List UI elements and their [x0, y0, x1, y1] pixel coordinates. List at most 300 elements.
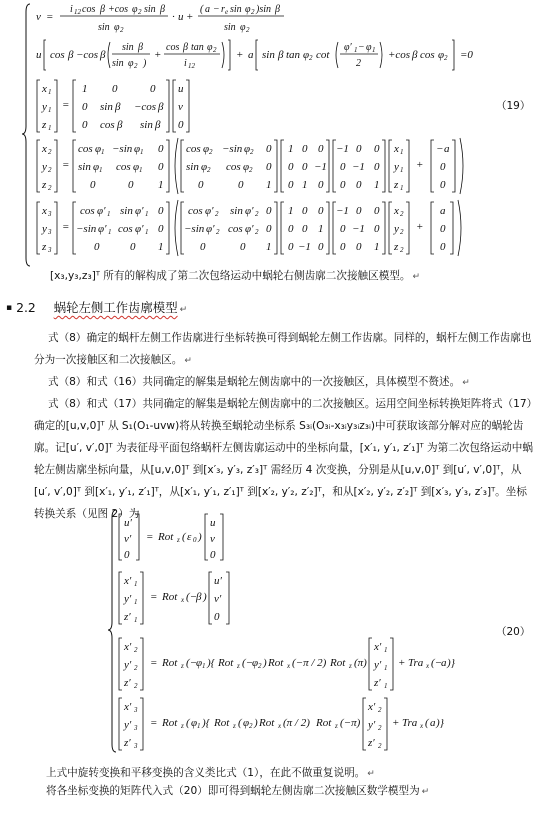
svg-text:u: u [178, 11, 184, 23]
svg-text:0: 0 [356, 179, 362, 191]
svg-text:=: = [150, 591, 158, 603]
svg-text:−1: −1 [336, 205, 349, 217]
svg-text:a: a [441, 657, 447, 669]
svg-text:x′: x′ [124, 701, 132, 713]
svg-text:−1: −1 [352, 161, 365, 173]
svg-text:u′: u′ [214, 575, 222, 587]
svg-text:3: 3 [48, 246, 52, 254]
equation-19-svg [0, 0, 551, 268]
svg-text:φ: φ [114, 22, 120, 33]
svg-text:0: 0 [90, 179, 96, 191]
svg-text:0: 0 [288, 241, 294, 253]
svg-text:−: − [358, 42, 365, 53]
svg-text:φ: φ [244, 143, 251, 155]
svg-text:φ′: φ′ [206, 223, 215, 235]
svg-text:(: ( [238, 717, 242, 729]
svg-text:cos: cos [226, 161, 241, 173]
svg-text:1: 1 [266, 179, 272, 191]
svg-text:=: = [150, 657, 158, 669]
svg-text:−sin: −sin [222, 143, 243, 155]
svg-text:sin: sin [262, 49, 275, 61]
svg-text:φ′: φ′ [205, 205, 214, 217]
svg-text:1: 1 [400, 184, 404, 192]
svg-text:0: 0 [158, 143, 164, 155]
svg-text:2: 2 [134, 62, 138, 70]
svg-text:φ: φ [191, 717, 198, 729]
svg-text:φ: φ [207, 42, 213, 53]
svg-text:(: ( [182, 531, 186, 543]
svg-text:φ: φ [132, 4, 138, 15]
svg-text:i: i [70, 4, 73, 15]
svg-text:r: r [221, 4, 225, 15]
svg-text:0: 0 [440, 161, 446, 173]
svg-text:0: 0 [150, 83, 156, 95]
svg-text:0: 0 [288, 179, 294, 191]
svg-text:x: x [394, 143, 399, 155]
svg-text:(π / 2): (π / 2) [283, 717, 310, 729]
svg-text:y: y [42, 101, 47, 113]
svg-text:Rot: Rot [214, 717, 230, 729]
svg-text:sin: sin [98, 22, 110, 33]
paragraph-5-text: 将各坐标变换的矩阵代入式（20）即可得到蜗轮左侧齿廓二次接触区数学模型为 [46, 785, 420, 797]
paragraph-5 [46, 780, 546, 803]
svg-text:β: β [160, 4, 165, 15]
svg-text:y′: y′ [124, 593, 132, 605]
svg-text:φ: φ [93, 161, 100, 173]
svg-text:sin: sin [144, 4, 156, 15]
svg-text:φ: φ [252, 657, 259, 669]
svg-text:z: z [42, 119, 47, 131]
svg-text:Rot: Rot [162, 657, 178, 669]
svg-text:u: u [210, 517, 216, 529]
svg-text:2: 2 [400, 246, 404, 254]
svg-text:z: z [42, 241, 47, 253]
svg-text:2: 2 [249, 722, 253, 730]
svg-text:0: 0 [302, 205, 308, 217]
svg-text:z: z [335, 722, 338, 730]
paragraph-2-text: 式（8）和式（16）共同确定的解集是蜗轮左侧齿廓中的一次接触区，具体模型不赘述。 [48, 376, 461, 388]
return-mark-icon: ↵ [462, 378, 470, 388]
svg-text:u: u [36, 49, 42, 61]
svg-text:0: 0 [266, 205, 272, 217]
svg-text:x′: x′ [368, 701, 376, 713]
svg-text:sin: sin [112, 58, 124, 69]
svg-text:φ: φ [128, 58, 134, 69]
svg-text:cos: cos [420, 49, 435, 61]
return-mark-icon: ↵ [367, 769, 375, 779]
svg-text:v′: v′ [124, 533, 132, 545]
svg-text:−1: −1 [352, 223, 365, 235]
svg-text:2: 2 [48, 148, 52, 156]
svg-text:2: 2 [251, 8, 255, 16]
svg-text:tan: tan [286, 49, 301, 61]
svg-text:−sin: −sin [76, 223, 97, 235]
svg-text:v: v [178, 101, 183, 113]
svg-text:(−π): (−π) [340, 717, 361, 729]
svg-text:u: u [178, 83, 184, 95]
svg-text:φ: φ [243, 161, 250, 173]
svg-text:1: 1 [202, 662, 206, 670]
svg-text:−1: −1 [314, 161, 327, 173]
svg-text:2: 2 [134, 646, 138, 654]
svg-text:0: 0 [440, 179, 446, 191]
svg-text:φ: φ [203, 143, 210, 155]
svg-text:sin: sin [122, 42, 134, 53]
svg-text:φ: φ [201, 161, 208, 173]
svg-text:y: y [394, 161, 399, 173]
svg-text:1: 1 [384, 646, 388, 654]
svg-text:0: 0 [158, 205, 164, 217]
svg-text:cos: cos [186, 143, 201, 155]
svg-text:1: 1 [372, 46, 376, 54]
svg-text:z: z [233, 722, 236, 730]
svg-text:0: 0 [82, 119, 88, 131]
svg-text:φ: φ [240, 22, 246, 33]
svg-text:tan: tan [191, 42, 204, 53]
svg-text:−cos: −cos [134, 101, 157, 113]
svg-text:Rot: Rot [158, 531, 174, 543]
svg-text:cos: cos [80, 205, 95, 217]
svg-text:z: z [349, 662, 352, 670]
svg-text:0: 0 [124, 549, 130, 561]
svg-text:x′: x′ [124, 575, 132, 587]
svg-text:z′: z′ [374, 677, 381, 689]
svg-text:+cos: +cos [108, 4, 129, 15]
svg-text:φ: φ [243, 717, 250, 729]
svg-text:): ) [203, 591, 207, 603]
svg-text:β: β [155, 119, 161, 131]
svg-text:0: 0 [193, 536, 197, 544]
svg-text:=: = [62, 221, 70, 233]
svg-text:β: β [138, 42, 143, 53]
svg-text:−: − [436, 143, 444, 155]
svg-text:sin: sin [100, 101, 113, 113]
svg-text:φ′: φ′ [245, 223, 254, 235]
svg-text:1: 1 [400, 148, 404, 156]
svg-text:β: β [100, 49, 106, 61]
svg-text:cos: cos [100, 119, 115, 131]
svg-text:v: v [210, 533, 215, 545]
svg-text:Tra: Tra [408, 657, 424, 669]
svg-text:a: a [248, 49, 254, 61]
svg-text:x: x [394, 205, 399, 217]
paragraph-eq19-text: [x₃,y₃,z₃]ᵀ 所有的解构成了第二次包络运动中蜗轮右侧齿廓二次接触区模型。 [50, 270, 411, 282]
return-mark-icon: ↵ [421, 787, 430, 797]
svg-text:+: + [398, 657, 406, 669]
svg-text:x: x [278, 722, 282, 730]
svg-text:0: 0 [112, 83, 118, 95]
svg-text:cos: cos [188, 205, 203, 217]
svg-text:sin: sin [224, 22, 236, 33]
svg-text:z′: z′ [124, 611, 131, 623]
svg-text:0: 0 [158, 161, 164, 173]
svg-text:φ′: φ′ [97, 205, 106, 217]
svg-text:y: y [42, 161, 47, 173]
svg-text:1: 1 [48, 106, 52, 114]
section-heading [6, 298, 187, 316]
svg-text:−: − [213, 4, 220, 15]
svg-text:z: z [181, 722, 184, 730]
svg-text:φ: φ [95, 143, 102, 155]
svg-text:cot: cot [316, 49, 330, 61]
svg-text:1: 1 [107, 210, 111, 218]
svg-text:2: 2 [255, 228, 259, 236]
equation-20-svg [0, 508, 551, 758]
svg-text:β: β [115, 101, 121, 113]
svg-text:φ: φ [303, 49, 310, 61]
svg-text:1: 1 [197, 722, 201, 730]
svg-text:x: x [42, 205, 47, 217]
paragraph-2 [34, 371, 534, 394]
svg-text:φ′: φ′ [135, 223, 144, 235]
svg-text:2: 2 [48, 184, 52, 192]
svg-text:2: 2 [120, 26, 124, 34]
svg-text:Rot: Rot [162, 591, 178, 603]
svg-text:)}: )} [436, 717, 445, 729]
svg-text:φ: φ [245, 4, 251, 15]
svg-text:−1: −1 [298, 241, 311, 253]
svg-text:2: 2 [216, 228, 220, 236]
svg-text:0: 0 [356, 205, 362, 217]
svg-text:sin: sin [230, 4, 242, 15]
svg-text:): ) [263, 657, 267, 669]
svg-text:(−: (− [431, 657, 443, 669]
svg-text:0: 0 [340, 223, 346, 235]
svg-text:Rot: Rot [218, 657, 234, 669]
svg-text:=: = [62, 99, 70, 111]
svg-text:0: 0 [266, 143, 272, 155]
svg-text:2: 2 [209, 148, 213, 156]
svg-text:sin: sin [78, 161, 91, 173]
svg-text:)}: )} [447, 657, 456, 669]
svg-text:=: = [62, 159, 70, 171]
paragraph-4-text: 上式中旋转变换和平移变换的含义类比式（1），在此不做重复说明。 [46, 767, 366, 779]
svg-text:cos: cos [82, 4, 96, 15]
svg-text:0: 0 [318, 205, 324, 217]
svg-text:y′: y′ [374, 659, 382, 671]
svg-text:0: 0 [374, 161, 380, 173]
svg-text:3: 3 [134, 706, 138, 714]
svg-text:φ: φ [196, 657, 203, 669]
svg-text:cos: cos [228, 223, 243, 235]
svg-text:z′: z′ [368, 737, 375, 749]
svg-text:0: 0 [302, 143, 308, 155]
svg-text:2: 2 [213, 46, 217, 54]
svg-text:1: 1 [145, 210, 149, 218]
svg-text:φ: φ [134, 143, 141, 155]
svg-text:−sin: −sin [184, 223, 205, 235]
svg-text:0: 0 [318, 179, 324, 191]
svg-text:φ′: φ′ [245, 205, 254, 217]
equation-20-number: （20） [496, 626, 531, 638]
equation-20 [0, 508, 551, 758]
svg-text:sin: sin [140, 119, 153, 131]
svg-text:x: x [42, 83, 47, 95]
svg-text:0: 0 [440, 223, 446, 235]
svg-text:0: 0 [266, 161, 272, 173]
paragraph-1-text: 式（8）确定的蜗杆左侧工作齿廓进行坐标转换可得到蜗轮左侧工作齿廓。同样的，蜗杆左侧工作齿廓也分为一次接触区和二次接触区。 [34, 332, 532, 366]
svg-text:2: 2 [48, 166, 52, 174]
section-title: 蜗轮左侧工作齿廓模型 [53, 300, 178, 315]
svg-text:1: 1 [374, 241, 380, 253]
svg-text:3: 3 [48, 228, 52, 236]
svg-text:12: 12 [74, 8, 81, 16]
svg-text:2: 2 [378, 706, 382, 714]
svg-text:z: z [394, 241, 399, 253]
svg-text:sin: sin [120, 205, 133, 217]
paragraph-3 [34, 393, 534, 525]
svg-text:0: 0 [302, 223, 308, 235]
svg-text:+cos: +cos [388, 49, 411, 61]
svg-text:(−: (− [242, 657, 254, 669]
svg-text:β: β [100, 4, 105, 15]
svg-text:x: x [426, 662, 430, 670]
svg-text:i: i [184, 58, 187, 69]
svg-text:β: β [68, 49, 74, 61]
svg-text:φ′: φ′ [98, 223, 107, 235]
svg-text:0: 0 [214, 611, 220, 623]
svg-text:0: 0 [318, 143, 324, 155]
svg-text:0: 0 [340, 179, 346, 191]
svg-text:0: 0 [288, 223, 294, 235]
svg-text:u′: u′ [124, 517, 132, 529]
svg-text:=: = [150, 717, 158, 729]
svg-text:3: 3 [134, 742, 138, 750]
svg-text:0: 0 [374, 223, 380, 235]
svg-text:0: 0 [356, 143, 362, 155]
svg-text:2: 2 [378, 742, 382, 750]
svg-text:z′: z′ [124, 737, 131, 749]
svg-text:0: 0 [128, 179, 134, 191]
svg-text:12: 12 [188, 62, 195, 70]
svg-text:x: x [420, 722, 424, 730]
svg-text:2: 2 [134, 664, 138, 672]
svg-text:0: 0 [374, 205, 380, 217]
svg-text:+: + [392, 717, 400, 729]
svg-text:(−π / 2): (−π / 2) [292, 657, 327, 669]
svg-text:ε: ε [187, 531, 192, 543]
svg-text:a: a [440, 205, 446, 217]
svg-text:x′: x′ [124, 641, 132, 653]
svg-text:2: 2 [444, 54, 448, 62]
svg-text:2: 2 [258, 662, 262, 670]
svg-text:1: 1 [48, 124, 52, 132]
svg-text:φ′: φ′ [344, 42, 352, 53]
svg-text:): ) [143, 58, 147, 69]
svg-text:2: 2 [215, 210, 219, 218]
svg-text:z′: z′ [124, 677, 131, 689]
svg-text:Rot: Rot [330, 657, 346, 669]
svg-text:+: + [236, 49, 244, 61]
svg-text:1: 1 [400, 166, 404, 174]
svg-text:1: 1 [302, 179, 308, 191]
svg-text:β: β [275, 4, 280, 15]
svg-text:cos: cos [116, 161, 131, 173]
svg-text:0: 0 [340, 241, 346, 253]
svg-text:z: z [394, 179, 399, 191]
svg-text:sin: sin [186, 161, 199, 173]
svg-text:1: 1 [82, 83, 88, 95]
svg-text:1: 1 [384, 664, 388, 672]
svg-text:1: 1 [134, 598, 138, 606]
svg-text:y′: y′ [124, 719, 132, 731]
svg-text:1: 1 [145, 228, 149, 236]
svg-text:a: a [444, 143, 450, 155]
svg-text:cos: cos [166, 42, 180, 53]
svg-text:2: 2 [207, 166, 211, 174]
equation-19-number: （19） [496, 100, 531, 112]
svg-text:0: 0 [82, 101, 88, 113]
svg-text:2: 2 [309, 54, 313, 62]
svg-text:+: + [416, 221, 424, 233]
svg-text:z: z [181, 662, 184, 670]
svg-text:2: 2 [138, 8, 142, 16]
svg-text:(: ( [425, 717, 429, 729]
svg-text:2: 2 [400, 228, 404, 236]
svg-text:z: z [237, 662, 240, 670]
paragraph-eq19-conclusion [50, 268, 420, 283]
svg-text:1: 1 [374, 179, 380, 191]
svg-text:1: 1 [384, 682, 388, 690]
svg-text:1: 1 [134, 580, 138, 588]
svg-text:): ) [198, 531, 202, 543]
svg-text:y′: y′ [124, 659, 132, 671]
paragraph-1 [34, 327, 534, 372]
svg-text:β: β [117, 119, 123, 131]
svg-text:x: x [287, 662, 291, 670]
svg-text:0: 0 [240, 241, 246, 253]
svg-text:1: 1 [158, 179, 164, 191]
svg-text:cos: cos [78, 143, 93, 155]
paragraph-3-text: 式（8）和式（17）共同确定的解集是蜗轮左侧齿廓中的二次接触区。运用空间坐标转换矩阵将式（17）确定的[u,v,0]ᵀ 从 S₁(O₁-uvw)将从转换至蜗轮动坐标系 S₃ᵢ(O₃ᵢ-x₃ᵢy₃ᵢz₃ᵢ)中可获取该部分解对应的蜗轮齿廓。记[u′, v′,0]ᵀ 为表征母平面包络蜗杆左侧齿廓运动中的坐标向量，[x′₁, y′₁, z′₁]ᵀ 为第二次包络运动中蜗轮左侧齿廓坐标向量，从[u,v,0]ᵀ 到[x′₃, y′₃, z′₃]ᵀ 需经历 4 次变换，分别是从[u,v,0]ᵀ 到[u′, v′,0]ᵀ，从[u′, v′,0]ᵀ 到[x′₁, y′₁, z′₁]ᵀ，从[x′₁, y′₁, z′₁]ᵀ 到[x′₂, y′₂, z′₂]ᵀ，和从[x′₂, y′₂, z′₂]ᵀ 到[x′₃, y′₃, z′₃]ᵀ。坐标转换关系（见图 2）为 [34, 398, 533, 520]
svg-text:1: 1 [48, 88, 52, 96]
svg-text:2: 2 [255, 210, 259, 218]
svg-text:0: 0 [238, 179, 244, 191]
svg-text:2: 2 [250, 148, 254, 156]
svg-text:2: 2 [356, 58, 361, 69]
svg-text:0: 0 [288, 161, 294, 173]
svg-text:1: 1 [158, 241, 164, 253]
svg-text:0: 0 [158, 223, 164, 235]
svg-text:Tra: Tra [402, 717, 418, 729]
svg-text:φ: φ [366, 42, 372, 53]
svg-text:x: x [181, 596, 185, 604]
return-mark-icon: ↵ [412, 272, 421, 282]
svg-text:(π): (π) [354, 657, 367, 669]
svg-text:v′: v′ [214, 593, 222, 605]
svg-text:1: 1 [288, 143, 294, 155]
svg-text:){: ){ [207, 657, 216, 669]
svg-text:cos: cos [118, 223, 133, 235]
svg-text:2: 2 [134, 682, 138, 690]
svg-text:(: ( [186, 717, 190, 729]
svg-text:0: 0 [302, 161, 308, 173]
svg-text:·: · [172, 11, 175, 23]
svg-text:)sin: )sin [256, 4, 271, 15]
svg-text:0: 0 [340, 161, 346, 173]
svg-text:−1: −1 [336, 143, 349, 155]
svg-text:0: 0 [374, 143, 380, 155]
svg-text:v: v [36, 11, 41, 23]
svg-text:+: + [186, 11, 194, 23]
svg-text:0: 0 [440, 241, 446, 253]
svg-text:(: ( [200, 4, 204, 15]
svg-text:(−: (− [186, 657, 198, 669]
svg-text:β: β [158, 101, 164, 113]
svg-text:β: β [183, 42, 188, 53]
svg-text:z: z [42, 179, 47, 191]
svg-text:0: 0 [210, 549, 216, 561]
